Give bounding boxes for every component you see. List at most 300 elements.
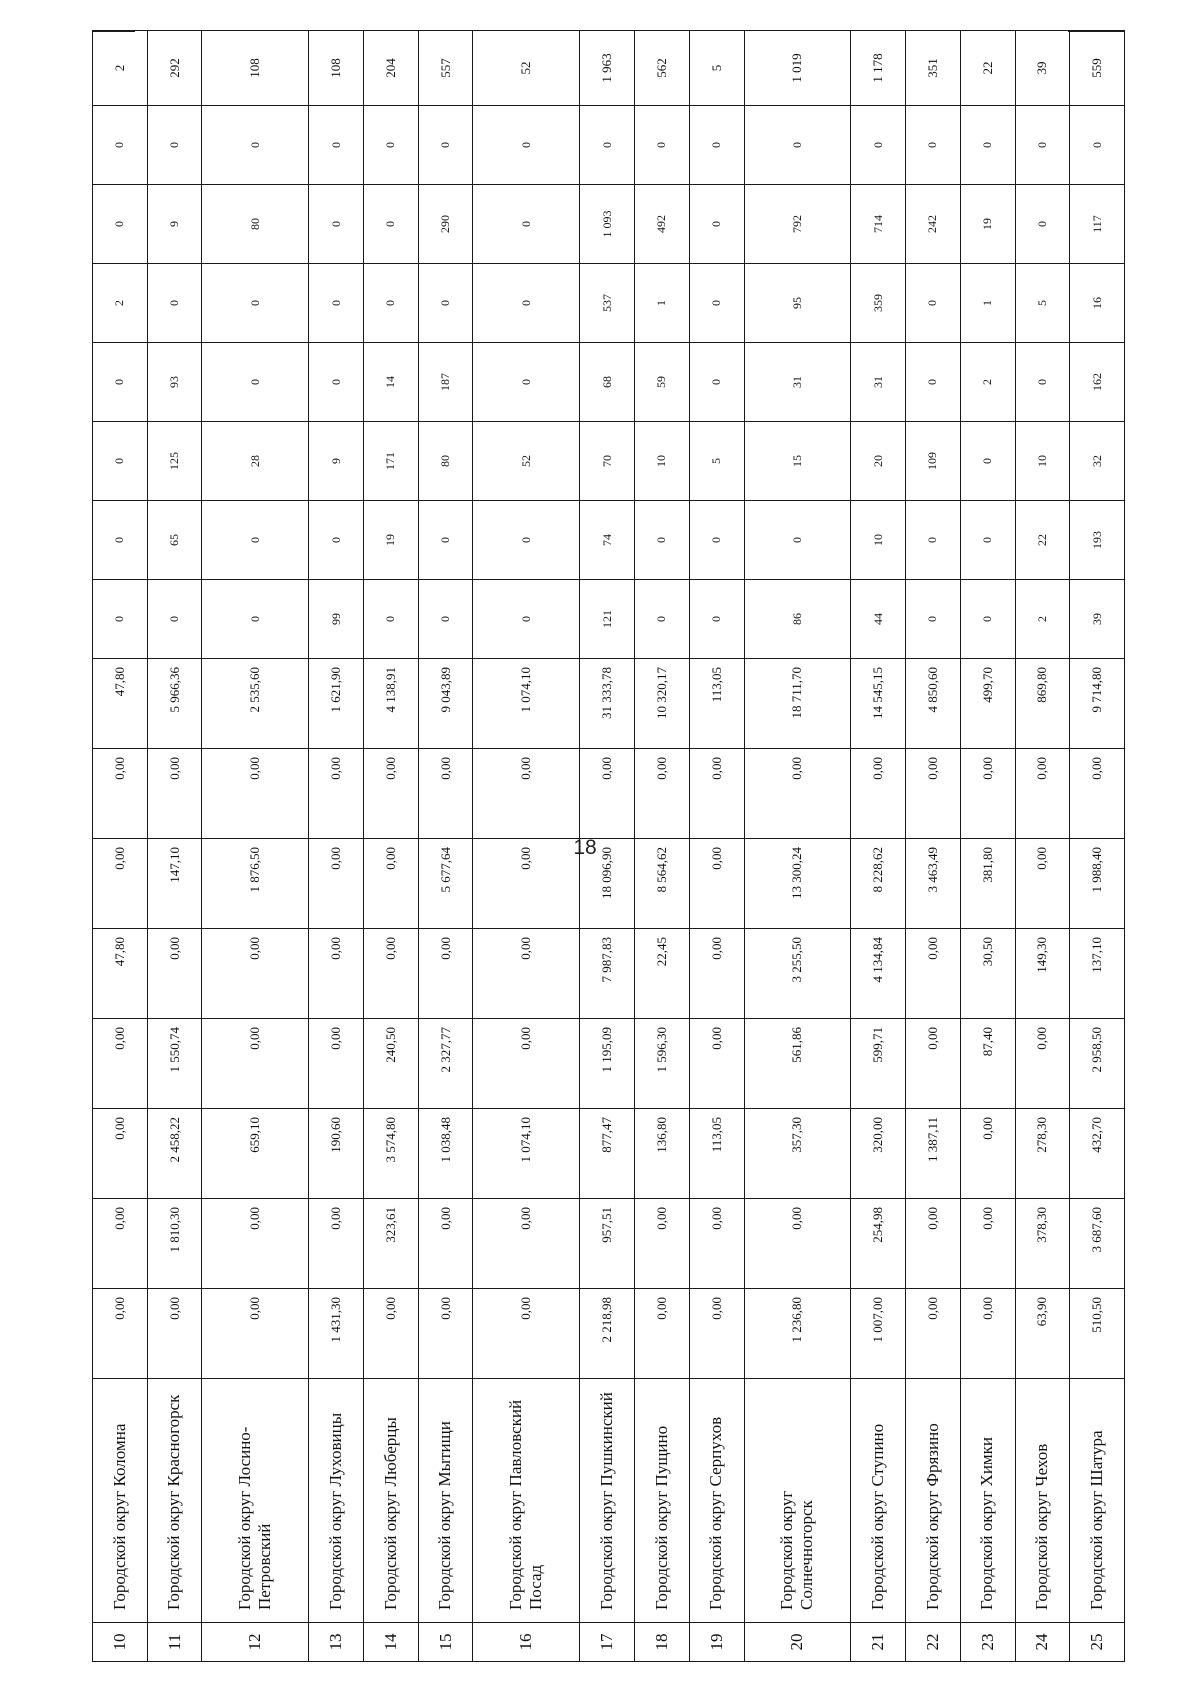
value-cell: 19	[364, 501, 419, 580]
value-cell: 0	[93, 580, 148, 659]
value-cell: 0	[473, 185, 580, 264]
value-cell: 10	[851, 501, 906, 580]
value-cell: 0	[418, 501, 473, 580]
value-cell: 659,10	[202, 1109, 309, 1199]
value-cell: 20	[851, 422, 906, 501]
value-cell: 0	[689, 185, 744, 264]
value-cell: 0,00	[689, 839, 744, 929]
value-cell: 0	[906, 501, 961, 580]
value-cell: 0	[202, 501, 309, 580]
municipality-name: Городской округ Пущино	[635, 1379, 690, 1623]
value-cell: 0,00	[473, 1199, 580, 1289]
value-cell: 3 255,50	[744, 929, 851, 1019]
value-cell: 108	[309, 31, 364, 106]
municipality-name: Городской округ Химки	[960, 1379, 1015, 1623]
value-cell: 5	[689, 31, 744, 106]
value-cell: 0,00	[202, 1019, 309, 1109]
value-cell: 0,00	[309, 1199, 364, 1289]
value-cell: 2	[93, 264, 148, 343]
value-cell: 0	[744, 501, 851, 580]
value-cell: 2 218,98	[580, 1289, 635, 1379]
value-cell: 0,00	[309, 839, 364, 929]
value-cell: 0	[906, 106, 961, 185]
value-cell: 87,40	[960, 1019, 1015, 1109]
value-cell: 537	[580, 264, 635, 343]
value-cell: 359	[851, 264, 906, 343]
value-cell: 31	[851, 343, 906, 422]
value-cell: 10	[1015, 422, 1070, 501]
municipality-name: Городской округ Коломна	[93, 1379, 148, 1623]
value-cell: 0,00	[202, 929, 309, 1019]
value-cell: 0,00	[906, 1289, 961, 1379]
value-cell: 9 043,89	[418, 659, 473, 749]
value-cell: 492	[635, 185, 690, 264]
row-number: 10	[93, 1623, 148, 1662]
value-cell: 0	[1015, 106, 1070, 185]
value-cell: 30,50	[960, 929, 1015, 1019]
data-table	[92, 30, 1125, 1662]
value-cell: 0	[364, 185, 419, 264]
value-cell: 1 876,50	[202, 839, 309, 929]
row-number: 22	[906, 1623, 961, 1662]
value-cell: 2	[960, 343, 1015, 422]
value-cell: 147,10	[147, 839, 202, 929]
value-cell: 599,71	[851, 1019, 906, 1109]
value-cell: 0,00	[580, 749, 635, 839]
value-cell: 0,00	[147, 749, 202, 839]
value-cell: 0,00	[689, 1289, 744, 1379]
value-cell: 0	[689, 343, 744, 422]
table-row	[960, 31, 1015, 1662]
value-cell: 28	[202, 422, 309, 501]
value-cell: 0,00	[418, 1289, 473, 1379]
value-cell: 1 038,48	[418, 1109, 473, 1199]
value-cell: 5	[689, 422, 744, 501]
value-cell: 499,70	[960, 659, 1015, 749]
municipality-name: Городской округ Пушкинский	[580, 1379, 635, 1623]
value-cell: 1 074,10	[473, 659, 580, 749]
value-cell: 9	[309, 422, 364, 501]
value-cell: 320,00	[851, 1109, 906, 1199]
value-cell: 80	[418, 422, 473, 501]
value-cell: 4 850,60	[906, 659, 961, 749]
row-number: 24	[1015, 1623, 1070, 1662]
value-cell: 714	[851, 185, 906, 264]
value-cell: 137,10	[1070, 929, 1125, 1019]
value-cell: 0	[309, 185, 364, 264]
value-cell: 31	[744, 343, 851, 422]
value-cell: 0,00	[473, 749, 580, 839]
value-cell: 0	[473, 501, 580, 580]
value-cell: 9	[147, 185, 202, 264]
municipality-name: Городской округ Ступино	[851, 1379, 906, 1623]
municipality-name: Городской округ Мытищи	[418, 1379, 473, 1623]
value-cell: 0	[418, 264, 473, 343]
value-cell: 0,00	[93, 839, 148, 929]
value-cell: 18 711,70	[744, 659, 851, 749]
value-cell: 31 333,78	[580, 659, 635, 749]
value-cell: 0,00	[202, 1289, 309, 1379]
value-cell: 0,00	[147, 929, 202, 1019]
value-cell: 0	[473, 264, 580, 343]
table-row	[202, 31, 309, 1662]
value-cell: 869,80	[1015, 659, 1070, 749]
value-cell: 0,00	[309, 1019, 364, 1109]
value-cell: 5	[1015, 264, 1070, 343]
value-cell: 254,98	[851, 1199, 906, 1289]
table-row	[1070, 31, 1125, 1662]
value-cell: 0	[202, 264, 309, 343]
value-cell: 74	[580, 501, 635, 580]
value-cell: 0	[473, 343, 580, 422]
table-row	[93, 31, 148, 1662]
value-cell: 0	[202, 343, 309, 422]
value-cell: 162	[1070, 343, 1125, 422]
value-cell: 0,00	[960, 749, 1015, 839]
value-cell: 4 138,91	[364, 659, 419, 749]
value-cell: 0	[689, 106, 744, 185]
value-cell: 0	[1015, 185, 1070, 264]
value-cell: 171	[364, 422, 419, 501]
top-border-left-segment	[92, 30, 135, 32]
value-cell: 0,00	[960, 1109, 1015, 1199]
value-cell: 510,50	[1070, 1289, 1125, 1379]
value-cell: 22	[1015, 501, 1070, 580]
row-number: 12	[202, 1623, 309, 1662]
table-row	[580, 31, 635, 1662]
value-cell: 32	[1070, 422, 1125, 501]
value-cell: 0,00	[960, 1289, 1015, 1379]
value-cell: 8 228,62	[851, 839, 906, 929]
value-cell: 93	[147, 343, 202, 422]
value-cell: 68	[580, 343, 635, 422]
value-cell: 1 387,11	[906, 1109, 961, 1199]
value-cell: 2 535,60	[202, 659, 309, 749]
value-cell: 0,00	[364, 1289, 419, 1379]
value-cell: 10 320,17	[635, 659, 690, 749]
table-row	[851, 31, 906, 1662]
value-cell: 113,05	[689, 1109, 744, 1199]
value-cell: 0	[473, 580, 580, 659]
value-cell: 0,00	[1015, 749, 1070, 839]
table-row	[309, 31, 364, 1662]
row-number: 16	[473, 1623, 580, 1662]
value-cell: 290	[418, 185, 473, 264]
value-cell: 0,00	[93, 1289, 148, 1379]
value-cell: 0	[851, 106, 906, 185]
value-cell: 136,80	[635, 1109, 690, 1199]
value-cell: 559	[1070, 31, 1125, 106]
value-cell: 149,30	[1015, 929, 1070, 1019]
value-cell: 2	[1015, 580, 1070, 659]
top-border-right-segment	[1068, 30, 1125, 32]
value-cell: 22	[960, 31, 1015, 106]
value-cell: 0,00	[147, 1289, 202, 1379]
value-cell: 14 545,15	[851, 659, 906, 749]
value-cell: 0	[309, 106, 364, 185]
value-cell: 1 019	[744, 31, 851, 106]
value-cell: 14	[364, 343, 419, 422]
value-cell: 0,00	[744, 749, 851, 839]
value-cell: 63,90	[1015, 1289, 1070, 1379]
value-cell: 2 327,77	[418, 1019, 473, 1109]
value-cell: 0	[418, 580, 473, 659]
value-cell: 1	[635, 264, 690, 343]
table-row	[364, 31, 419, 1662]
value-cell: 0,00	[906, 1199, 961, 1289]
value-cell: 0	[960, 422, 1015, 501]
value-cell: 0,00	[418, 1199, 473, 1289]
value-cell: 0	[93, 343, 148, 422]
municipality-name: Городской округ Люберцы	[364, 1379, 419, 1623]
value-cell: 381,80	[960, 839, 1015, 929]
value-cell: 3 463,49	[906, 839, 961, 929]
value-cell: 0,00	[689, 1019, 744, 1109]
row-number: 21	[851, 1623, 906, 1662]
value-cell: 0	[635, 106, 690, 185]
municipality-name: Городской округ Луховицы	[309, 1379, 364, 1623]
value-cell: 0	[202, 106, 309, 185]
row-number: 23	[960, 1623, 1015, 1662]
row-number: 11	[147, 1623, 202, 1662]
value-cell: 204	[364, 31, 419, 106]
municipality-name: Городской округ Лосино-Петровский	[202, 1379, 309, 1623]
value-cell: 0	[906, 580, 961, 659]
value-cell: 2 958,50	[1070, 1019, 1125, 1109]
value-cell: 0,00	[93, 1109, 148, 1199]
table-row	[418, 31, 473, 1662]
municipality-name: Городской округ Павловский Посад	[473, 1379, 580, 1623]
value-cell: 0,00	[744, 1199, 851, 1289]
value-cell: 0,00	[93, 749, 148, 839]
value-cell: 59	[635, 343, 690, 422]
value-cell: 1	[960, 264, 1015, 343]
value-cell: 0,00	[364, 839, 419, 929]
value-cell: 0	[689, 580, 744, 659]
value-cell: 193	[1070, 501, 1125, 580]
value-cell: 0,00	[906, 929, 961, 1019]
value-cell: 1 007,00	[851, 1289, 906, 1379]
value-cell: 113,05	[689, 659, 744, 749]
municipality-name: Городской округ Солнечногорск	[744, 1379, 851, 1623]
value-cell: 0,00	[93, 1199, 148, 1289]
value-cell: 0,00	[635, 1199, 690, 1289]
value-cell: 0,00	[364, 929, 419, 1019]
row-number: 20	[744, 1623, 851, 1662]
row-number: 17	[580, 1623, 635, 1662]
value-cell: 0	[93, 501, 148, 580]
value-cell: 0	[309, 264, 364, 343]
value-cell: 86	[744, 580, 851, 659]
value-cell: 1 621,90	[309, 659, 364, 749]
value-cell: 0,00	[473, 1289, 580, 1379]
value-cell: 39	[1015, 31, 1070, 106]
value-cell: 0	[418, 106, 473, 185]
table-row	[147, 31, 202, 1662]
value-cell: 0,00	[473, 1019, 580, 1109]
value-cell: 125	[147, 422, 202, 501]
value-cell: 1 810,30	[147, 1199, 202, 1289]
value-cell: 1 236,80	[744, 1289, 851, 1379]
value-cell: 562	[635, 31, 690, 106]
value-cell: 2	[93, 31, 148, 106]
value-cell: 292	[147, 31, 202, 106]
value-cell: 2 458,22	[147, 1109, 202, 1199]
value-cell: 0,00	[418, 749, 473, 839]
value-cell: 1 988,40	[1070, 839, 1125, 929]
value-cell: 557	[418, 31, 473, 106]
value-cell: 0,00	[635, 1289, 690, 1379]
municipality-name: Городской округ Серпухов	[689, 1379, 744, 1623]
value-cell: 121	[580, 580, 635, 659]
value-cell: 0	[309, 501, 364, 580]
value-cell: 10	[635, 422, 690, 501]
value-cell: 0	[744, 106, 851, 185]
value-cell: 1 195,09	[580, 1019, 635, 1109]
value-cell: 378,30	[1015, 1199, 1070, 1289]
value-cell: 0	[960, 580, 1015, 659]
value-cell: 0,00	[93, 1019, 148, 1109]
municipality-name: Городской округ Красногорск	[147, 1379, 202, 1623]
value-cell: 561,86	[744, 1019, 851, 1109]
value-cell: 187	[418, 343, 473, 422]
value-cell: 190,60	[309, 1109, 364, 1199]
value-cell: 0,00	[689, 929, 744, 1019]
value-cell: 70	[580, 422, 635, 501]
value-cell: 52	[473, 422, 580, 501]
value-cell: 0,00	[851, 749, 906, 839]
page-number: 18	[573, 836, 597, 859]
value-cell: 1 596,30	[635, 1019, 690, 1109]
value-cell: 0,00	[689, 1199, 744, 1289]
value-cell: 323,61	[364, 1199, 419, 1289]
value-cell: 0	[1070, 106, 1125, 185]
rotated-table-wrapper	[92, 32, 1125, 1662]
value-cell: 3 687,60	[1070, 1199, 1125, 1289]
value-cell: 22,45	[635, 929, 690, 1019]
value-cell: 47,80	[93, 929, 148, 1019]
value-cell: 1 178	[851, 31, 906, 106]
value-cell: 19	[960, 185, 1015, 264]
value-cell: 351	[906, 31, 961, 106]
value-cell: 0	[906, 343, 961, 422]
value-cell: 1 431,30	[309, 1289, 364, 1379]
row-number: 14	[364, 1623, 419, 1662]
value-cell: 5 677,64	[418, 839, 473, 929]
value-cell: 0	[147, 580, 202, 659]
table-row	[744, 31, 851, 1662]
value-cell: 95	[744, 264, 851, 343]
value-cell: 0	[93, 185, 148, 264]
value-cell: 7 987,83	[580, 929, 635, 1019]
value-cell: 0,00	[418, 929, 473, 1019]
value-cell: 357,30	[744, 1109, 851, 1199]
value-cell: 0,00	[689, 749, 744, 839]
row-number: 13	[309, 1623, 364, 1662]
value-cell: 1 093	[580, 185, 635, 264]
value-cell: 0	[1015, 343, 1070, 422]
municipality-name: Городской округ Фрязино	[906, 1379, 961, 1623]
value-cell: 0,00	[202, 749, 309, 839]
value-cell: 0,00	[960, 1199, 1015, 1289]
value-cell: 0,00	[473, 839, 580, 929]
value-cell: 0	[364, 264, 419, 343]
value-cell: 278,30	[1015, 1109, 1070, 1199]
row-number: 15	[418, 1623, 473, 1662]
value-cell: 15	[744, 422, 851, 501]
value-cell: 0	[93, 422, 148, 501]
table-row	[689, 31, 744, 1662]
value-cell: 0	[147, 264, 202, 343]
value-cell: 0,00	[309, 749, 364, 839]
table-row	[635, 31, 690, 1662]
value-cell: 80	[202, 185, 309, 264]
value-cell: 108	[202, 31, 309, 106]
value-cell: 792	[744, 185, 851, 264]
row-number: 18	[635, 1623, 690, 1662]
value-cell: 13 300,24	[744, 839, 851, 929]
row-number: 25	[1070, 1623, 1125, 1662]
value-cell: 0	[635, 501, 690, 580]
value-cell: 1 550,74	[147, 1019, 202, 1109]
value-cell: 8 564,62	[635, 839, 690, 929]
value-cell: 0,00	[202, 1199, 309, 1289]
value-cell: 99	[309, 580, 364, 659]
value-cell: 0,00	[635, 749, 690, 839]
value-cell: 432,70	[1070, 1109, 1125, 1199]
value-cell: 0	[473, 106, 580, 185]
value-cell: 0,00	[1070, 749, 1125, 839]
municipality-name: Городской округ Шатура	[1070, 1379, 1125, 1623]
value-cell: 0	[635, 580, 690, 659]
value-cell: 47,80	[93, 659, 148, 749]
value-cell: 0	[689, 264, 744, 343]
value-cell: 0,00	[364, 749, 419, 839]
value-cell: 1 963	[580, 31, 635, 106]
value-cell: 0,00	[906, 749, 961, 839]
value-cell: 0	[689, 501, 744, 580]
value-cell: 4 134,84	[851, 929, 906, 1019]
value-cell: 0	[93, 106, 148, 185]
value-cell: 240,50	[364, 1019, 419, 1109]
value-cell: 0	[960, 501, 1015, 580]
value-cell: 877,47	[580, 1109, 635, 1199]
value-cell: 0,00	[906, 1019, 961, 1109]
table-row	[1015, 31, 1070, 1662]
value-cell: 3 574,80	[364, 1109, 419, 1199]
value-cell: 0	[364, 106, 419, 185]
value-cell: 0	[309, 343, 364, 422]
value-cell: 0	[960, 106, 1015, 185]
value-cell: 242	[906, 185, 961, 264]
municipality-name: Городской округ Чехов	[1015, 1379, 1070, 1623]
table-row	[906, 31, 961, 1662]
value-cell: 0,00	[473, 929, 580, 1019]
value-cell: 1 074,10	[473, 1109, 580, 1199]
value-cell: 0	[147, 106, 202, 185]
value-cell: 5 966,36	[147, 659, 202, 749]
value-cell: 0,00	[309, 929, 364, 1019]
value-cell: 117	[1070, 185, 1125, 264]
value-cell: 0,00	[1015, 1019, 1070, 1109]
value-cell: 957,51	[580, 1199, 635, 1289]
value-cell: 0	[202, 580, 309, 659]
row-number: 19	[689, 1623, 744, 1662]
table-body	[93, 31, 1125, 1662]
value-cell: 16	[1070, 264, 1125, 343]
value-cell: 18 096,90	[580, 839, 635, 929]
value-cell: 39	[1070, 580, 1125, 659]
